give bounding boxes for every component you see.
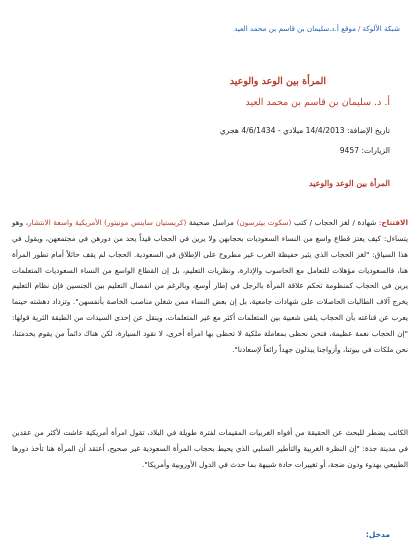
breadcrumb-separator: /	[358, 24, 361, 33]
date-added	[220, 126, 390, 135]
visits-value: 9457	[339, 146, 360, 155]
paragraph-1-role: مراسل صحيفة	[188, 218, 234, 228]
breadcrumb-site-link[interactable]: شبكة الألوكة	[362, 24, 400, 33]
breadcrumb-section-link[interactable]: موقع أ.د.سليمان بن قاسم بن محمد العيد	[234, 24, 356, 33]
opening-label: الافتتاح	[381, 218, 408, 228]
article-paragraph-1	[12, 215, 408, 357]
visits-label: الزيارات:	[361, 146, 390, 155]
visits	[340, 146, 390, 155]
article-author[interactable]: أ. د. سليمان بن قاسم بن محمد العيد	[245, 97, 390, 108]
date-value: 14/4/2013 ميلادي - 4/6/1434 هجري	[219, 126, 345, 135]
paragraph-1-newspaper: (كريستيان ساينس مونيتور) الأمريكية واسعة الانتشار	[28, 218, 187, 228]
entry-heading: مدخل:	[365, 530, 390, 539]
article-title: المرأة بين الوعد والوعيد	[229, 76, 326, 87]
article-paragraph-2: الكاتب يضطر للبحث عن الحقيقة من أفواه الغربيات المقيمات لفترة طويلة في البلاد، تقول امرأة أمريكية عاشت لأكثر من عقدين في مدينة جدة: "إن النظرة الغربية والتأطير السلبي الذي يحيط بحجاب المرأة السعودية غير صحيح، أعتقد أن المرأة هنا تأخذ دورها الطبيعي بهدوء ودون ضجة، أو تغييرات حادة شبيهة بما حدث في الدول الأوروبية وأمريكا".	[12, 428, 408, 469]
paragraph-1-body: ، وهو يتساءل: كيف يعتز قطاع واسع من النساء السعوديات بحجابهن ولا يرين في الحجاب قيداً يحد من دورهن في مجتمعهن، ويقول في هذا السياق: "لغز الحجاب الذي يثير حفيظة الغرب غير مطروح على الإطلاق في السعودية. الحجاب لم يقف حائلاً أمام تطور المرأة هنا، فالسعوديات مؤهلات للتعامل مع الحاسوب والإدارة، ونظريات التعليم، بل إن القطاع الواسع من النساء السعوديات المتعلمات يرين في الحجاب كمنظومة تحكم علاقة المرأة بالرجل في إطار أوسع، وبالرغم من انفصال التعليم بين الجنسين فإن نظام التعليم يخرج آلاف الطالبات الحاصلات على شهادات جامعية، بل إن بعض النساء ممن شغلن مناصب الخاصة بأنفسهن". وتزداد دهشته حينما يعرب عن قناعته بأن الحجاب يلقى شعبية بين المتعلمات أكثر مع غير المتعلمات، وينقل عن إحدى السيدات من الطبقة الثرية قولها: "إن الحجاب نعمة عظيمة، فنحن نحظى بمعاملة ملكية لا تحظى بها امرأة أخرى، لا نقود السيارة، لكن هناك دائماً من يقوم بخدمتنا، نحن ملكات في بيوتنا، وأزواجنا يبذلون جهداً رائعاً لإسعادنا".	[12, 218, 408, 354]
paragraph-1-name: (سكوت بيترسون)	[236, 218, 292, 228]
date-label: تاريخ الإضافة:	[347, 126, 390, 135]
article-subtitle: المرأة بين الوعد والوعيد	[308, 178, 390, 188]
paragraph-1-intro: : شهادة / لغز الحجاب / كتب	[294, 218, 382, 228]
breadcrumb	[20, 24, 400, 34]
